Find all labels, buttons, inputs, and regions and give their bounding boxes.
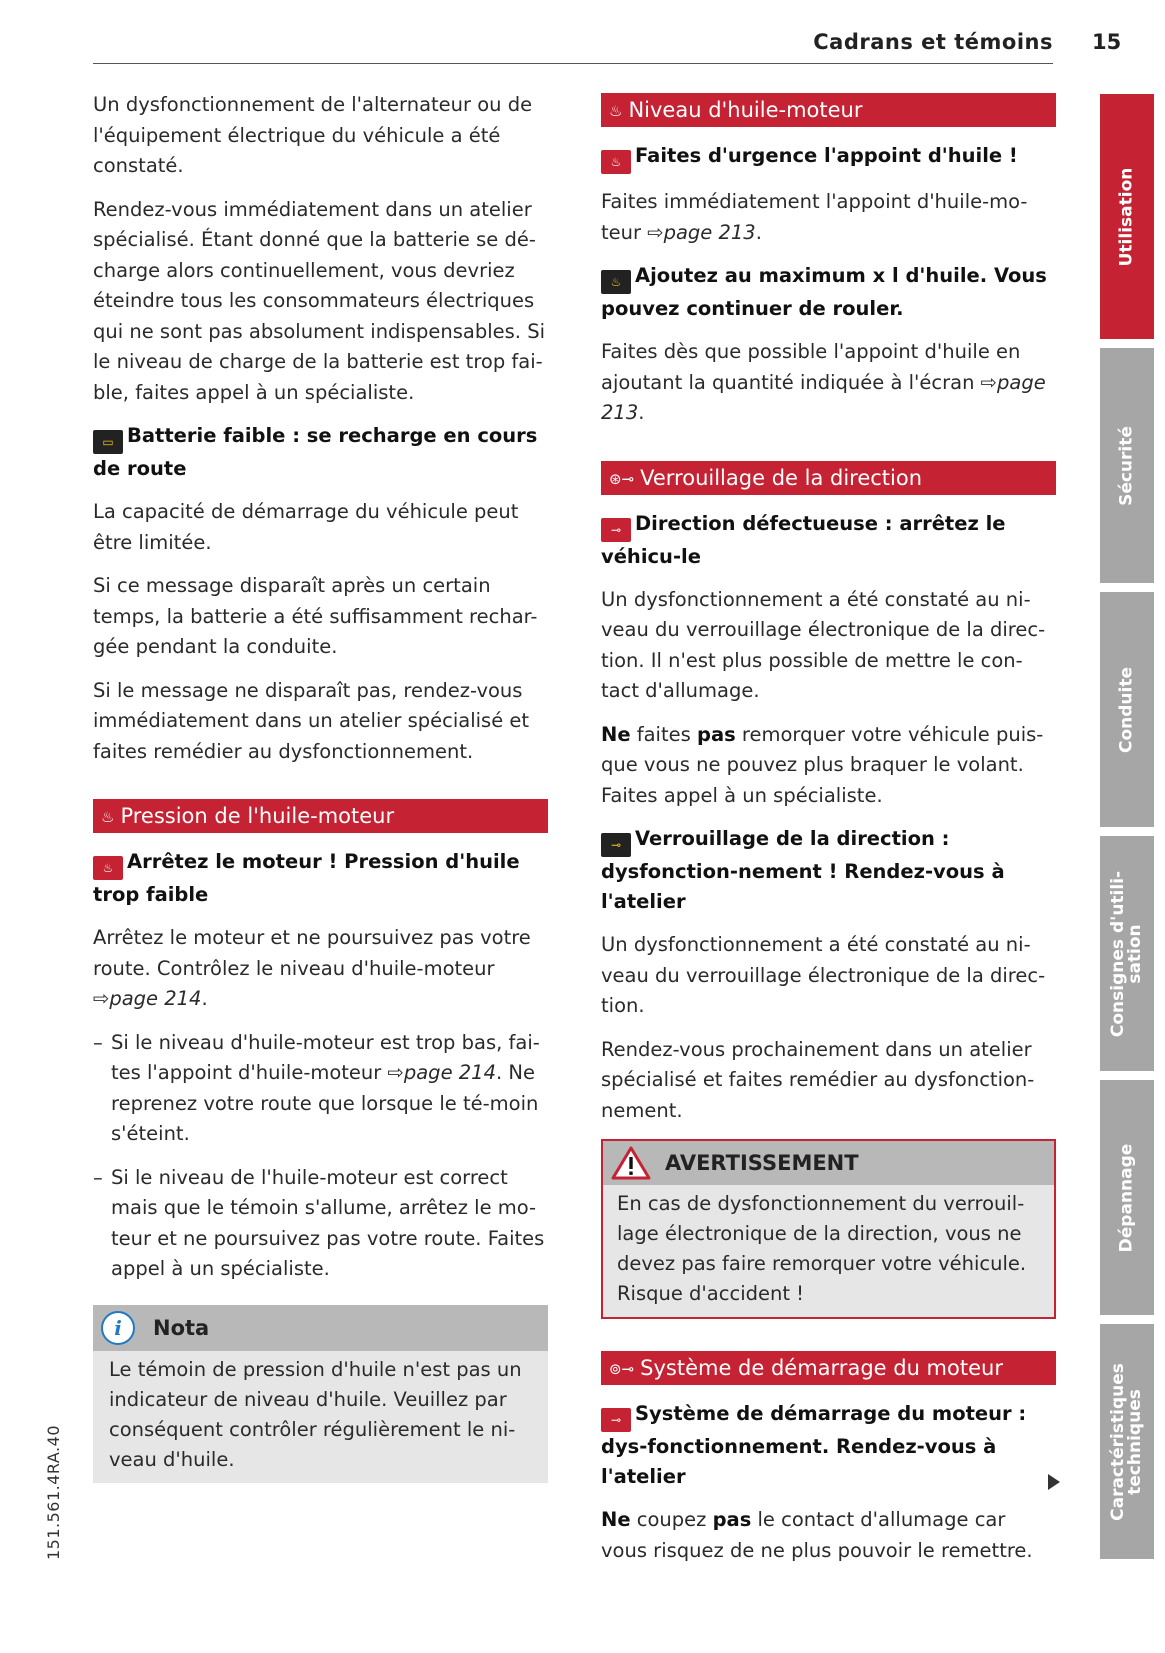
paragraph: Faites dès que possible l'appoint d'huile en ajoutant la quantité indiquée à l'écran ⇨page 213. bbox=[601, 340, 1046, 424]
page-reference[interactable]: page 213 bbox=[663, 220, 756, 244]
message-oil-max: ♨ Ajoutez au maximum x l d'huile. Vous pouvez continuer de rouler. bbox=[601, 264, 1047, 320]
tab-label: Utilisation bbox=[1116, 167, 1137, 266]
left-column bbox=[93, 90, 548, 1483]
section-heading-oil-level: ♨ Niveau d'huile-moteur bbox=[601, 93, 1056, 127]
note-title: Nota bbox=[153, 1315, 210, 1340]
tab-conduite[interactable] bbox=[1100, 592, 1154, 827]
tab-label: Conduite bbox=[1116, 666, 1137, 753]
note-box bbox=[93, 1305, 548, 1483]
page-reference[interactable]: page 213 bbox=[601, 370, 1046, 424]
paragraph: Faites immédiatement l'appoint d'huile-mo-teur ⇨page 213. bbox=[601, 190, 1028, 244]
arrow-ref-icon: ⇨ bbox=[93, 987, 110, 1010]
message-start-system: ⊸ Système de démarrage du moteur : dys-fonctionnement. Rendez-vous à l'atelier bbox=[601, 1402, 1027, 1488]
tab-consignes[interactable] bbox=[1100, 836, 1154, 1071]
oil-can-icon: ♨ bbox=[101, 808, 115, 826]
tab-caracteristiques[interactable] bbox=[1100, 1324, 1154, 1559]
steering-lock-icon: ⊛⊸ bbox=[609, 469, 635, 488]
battery-icon: ▭ bbox=[93, 430, 123, 454]
steering-lock-icon: ⊸ bbox=[601, 833, 631, 857]
oil-can-icon: ♨ bbox=[601, 150, 631, 174]
message-oil-urgent: ♨ Faites d'urgence l'appoint d'huile ! bbox=[601, 141, 1056, 174]
oil-can-icon: ♨ bbox=[609, 102, 623, 120]
steering-lock-icon: ⊸ bbox=[601, 518, 631, 542]
oil-can-icon: ♨ bbox=[601, 270, 631, 294]
warning-box bbox=[601, 1139, 1056, 1319]
warning-header bbox=[603, 1141, 1054, 1185]
paragraph: La capacité de démarrage du véhicule peut être limitée. bbox=[93, 500, 519, 554]
header-title: Cadrans et témoins bbox=[813, 30, 1053, 54]
info-icon: i bbox=[101, 1311, 135, 1345]
section-heading-oil-pressure: ♨ Pression de l'huile-moteur bbox=[93, 799, 548, 833]
section-heading-steering-lock: ⊛⊸ Verrouillage de la direction bbox=[601, 461, 1056, 495]
page-header bbox=[93, 28, 1053, 64]
paragraph: Un dysfonctionnement a été constaté au ni-veau du verrouillage électronique de la direc-tion. Il n'est plus possible de mettre le con-tact d'allumage. bbox=[601, 587, 1046, 702]
page-number: 15 bbox=[1092, 30, 1122, 54]
tab-label: Sécurité bbox=[1116, 425, 1137, 506]
page-reference[interactable]: page 214 bbox=[403, 1061, 496, 1084]
instruction-list bbox=[93, 1028, 548, 1285]
message-steering-defect: ⊸ Direction défectueuse : arrêtez le véhicu-le bbox=[601, 511, 1006, 568]
arrow-ref-icon: ⇨ bbox=[387, 1061, 404, 1084]
paragraph: Un dysfonctionnement a été constaté au ni-veau du verrouillage électronique de la direc-tion. bbox=[601, 933, 1046, 1017]
section-heading-start-system: ⊚⊸ Système de démarrage du moteur bbox=[601, 1351, 1056, 1385]
paragraph: Ne coupez pas le contact d'allumage car vous risquez de ne plus pouvoir le remettre. bbox=[601, 1508, 1033, 1562]
tab-securite[interactable] bbox=[1100, 348, 1154, 583]
list-item: – Si le niveau de l'huile-moteur est correct mais que le témoin s'allume, arrêtez le mo-teur et ne poursuivez pas votre route. Faites appel à un spécialiste. bbox=[93, 1163, 548, 1285]
arrow-ref-icon: ⇨ bbox=[647, 220, 664, 244]
page-reference[interactable]: page 214 bbox=[109, 987, 202, 1010]
warning-title: AVERTISSEMENT bbox=[665, 1151, 859, 1175]
tab-label: Dépannage bbox=[1116, 1143, 1137, 1252]
paragraph: Un dysfonctionnement de l'alternateur ou de l'équipement électrique du véhicule a été constaté. bbox=[93, 93, 533, 177]
note-header bbox=[93, 1305, 548, 1351]
note-text: Le témoin de pression d'huile n'est pas un indicateur de niveau d'huile. Veuillez par conséquent contrôler régulièrement le ni-veau d'huile. bbox=[109, 1357, 522, 1471]
message-battery: ▭ Batterie faible : se recharge en cours de route bbox=[93, 424, 538, 480]
start-system-icon: ⊸ bbox=[601, 1408, 631, 1432]
list-item: – Si le niveau d'huile-moteur est trop bas, fai-tes l'appoint d'huile-moteur ⇨page 214. Ne reprenez votre route que lorsque le té-moin s'éteint. bbox=[93, 1028, 548, 1150]
paragraph: Ne faites pas remorquer votre véhicule puis-que vous ne pouvez plus braquer le volant. Faites appel à un spécialiste. bbox=[601, 722, 1044, 807]
next-page-arrow-icon[interactable] bbox=[1048, 1474, 1060, 1490]
right-column bbox=[601, 90, 1056, 1579]
tab-label: Caractéristiques techniques bbox=[1108, 1362, 1145, 1521]
message-oil-pressure: ♨ Arrêtez le moteur ! Pression d'huile trop faible bbox=[93, 850, 520, 906]
warning-triangle-icon bbox=[611, 1146, 651, 1180]
message-steering-malfunction: ⊸ Verrouillage de la direction : dysfonction-nement ! Rendez-vous à l'atelier bbox=[601, 827, 1005, 913]
tab-depannage[interactable] bbox=[1100, 1080, 1154, 1315]
oil-can-icon: ♨ bbox=[93, 856, 123, 880]
paragraph: Rendez-vous prochainement dans un atelier spécialisé et faites remédier au dysfonction-nement. bbox=[601, 1037, 1035, 1122]
paragraph: Arrêtez le moteur et ne poursuivez pas votre route. Contrôlez le niveau d'huile-moteur ⇨page 214. bbox=[93, 926, 531, 1010]
tab-utilisation[interactable] bbox=[1100, 94, 1154, 339]
arrow-ref-icon: ⇨ bbox=[980, 370, 997, 394]
start-system-icon: ⊚⊸ bbox=[609, 1360, 635, 1378]
paragraph: Rendez-vous immédiatement dans un atelier spécialisé. Étant donné que la batterie se dé-charge alors continuellement, vous devriez éteindre tous les consommateurs électriques qui ne sont pas absolument indispensables. Si le niveau de charge de la batterie est trop fai-ble, faites appel à un spécialiste. bbox=[93, 197, 545, 404]
paragraph: Si ce message disparaît après un certain temps, la batterie a été suffisamment rechar-gée pendant la conduite. bbox=[93, 574, 538, 658]
warning-text: En cas de dysfonctionnement du verrouil-lage électronique de la direction, vous ne devez pas faire remorquer votre véhicule. Risque d'accident ! bbox=[617, 1192, 1027, 1305]
paragraph: Si le message ne disparaît pas, rendez-vous immédiatement dans un atelier spécialisé et faites remédier au dysfonctionnement. bbox=[93, 678, 530, 763]
tab-label: Consignes d'utili- sation bbox=[1108, 870, 1145, 1037]
document-code: 151.561.4RA.40 bbox=[44, 1424, 63, 1560]
